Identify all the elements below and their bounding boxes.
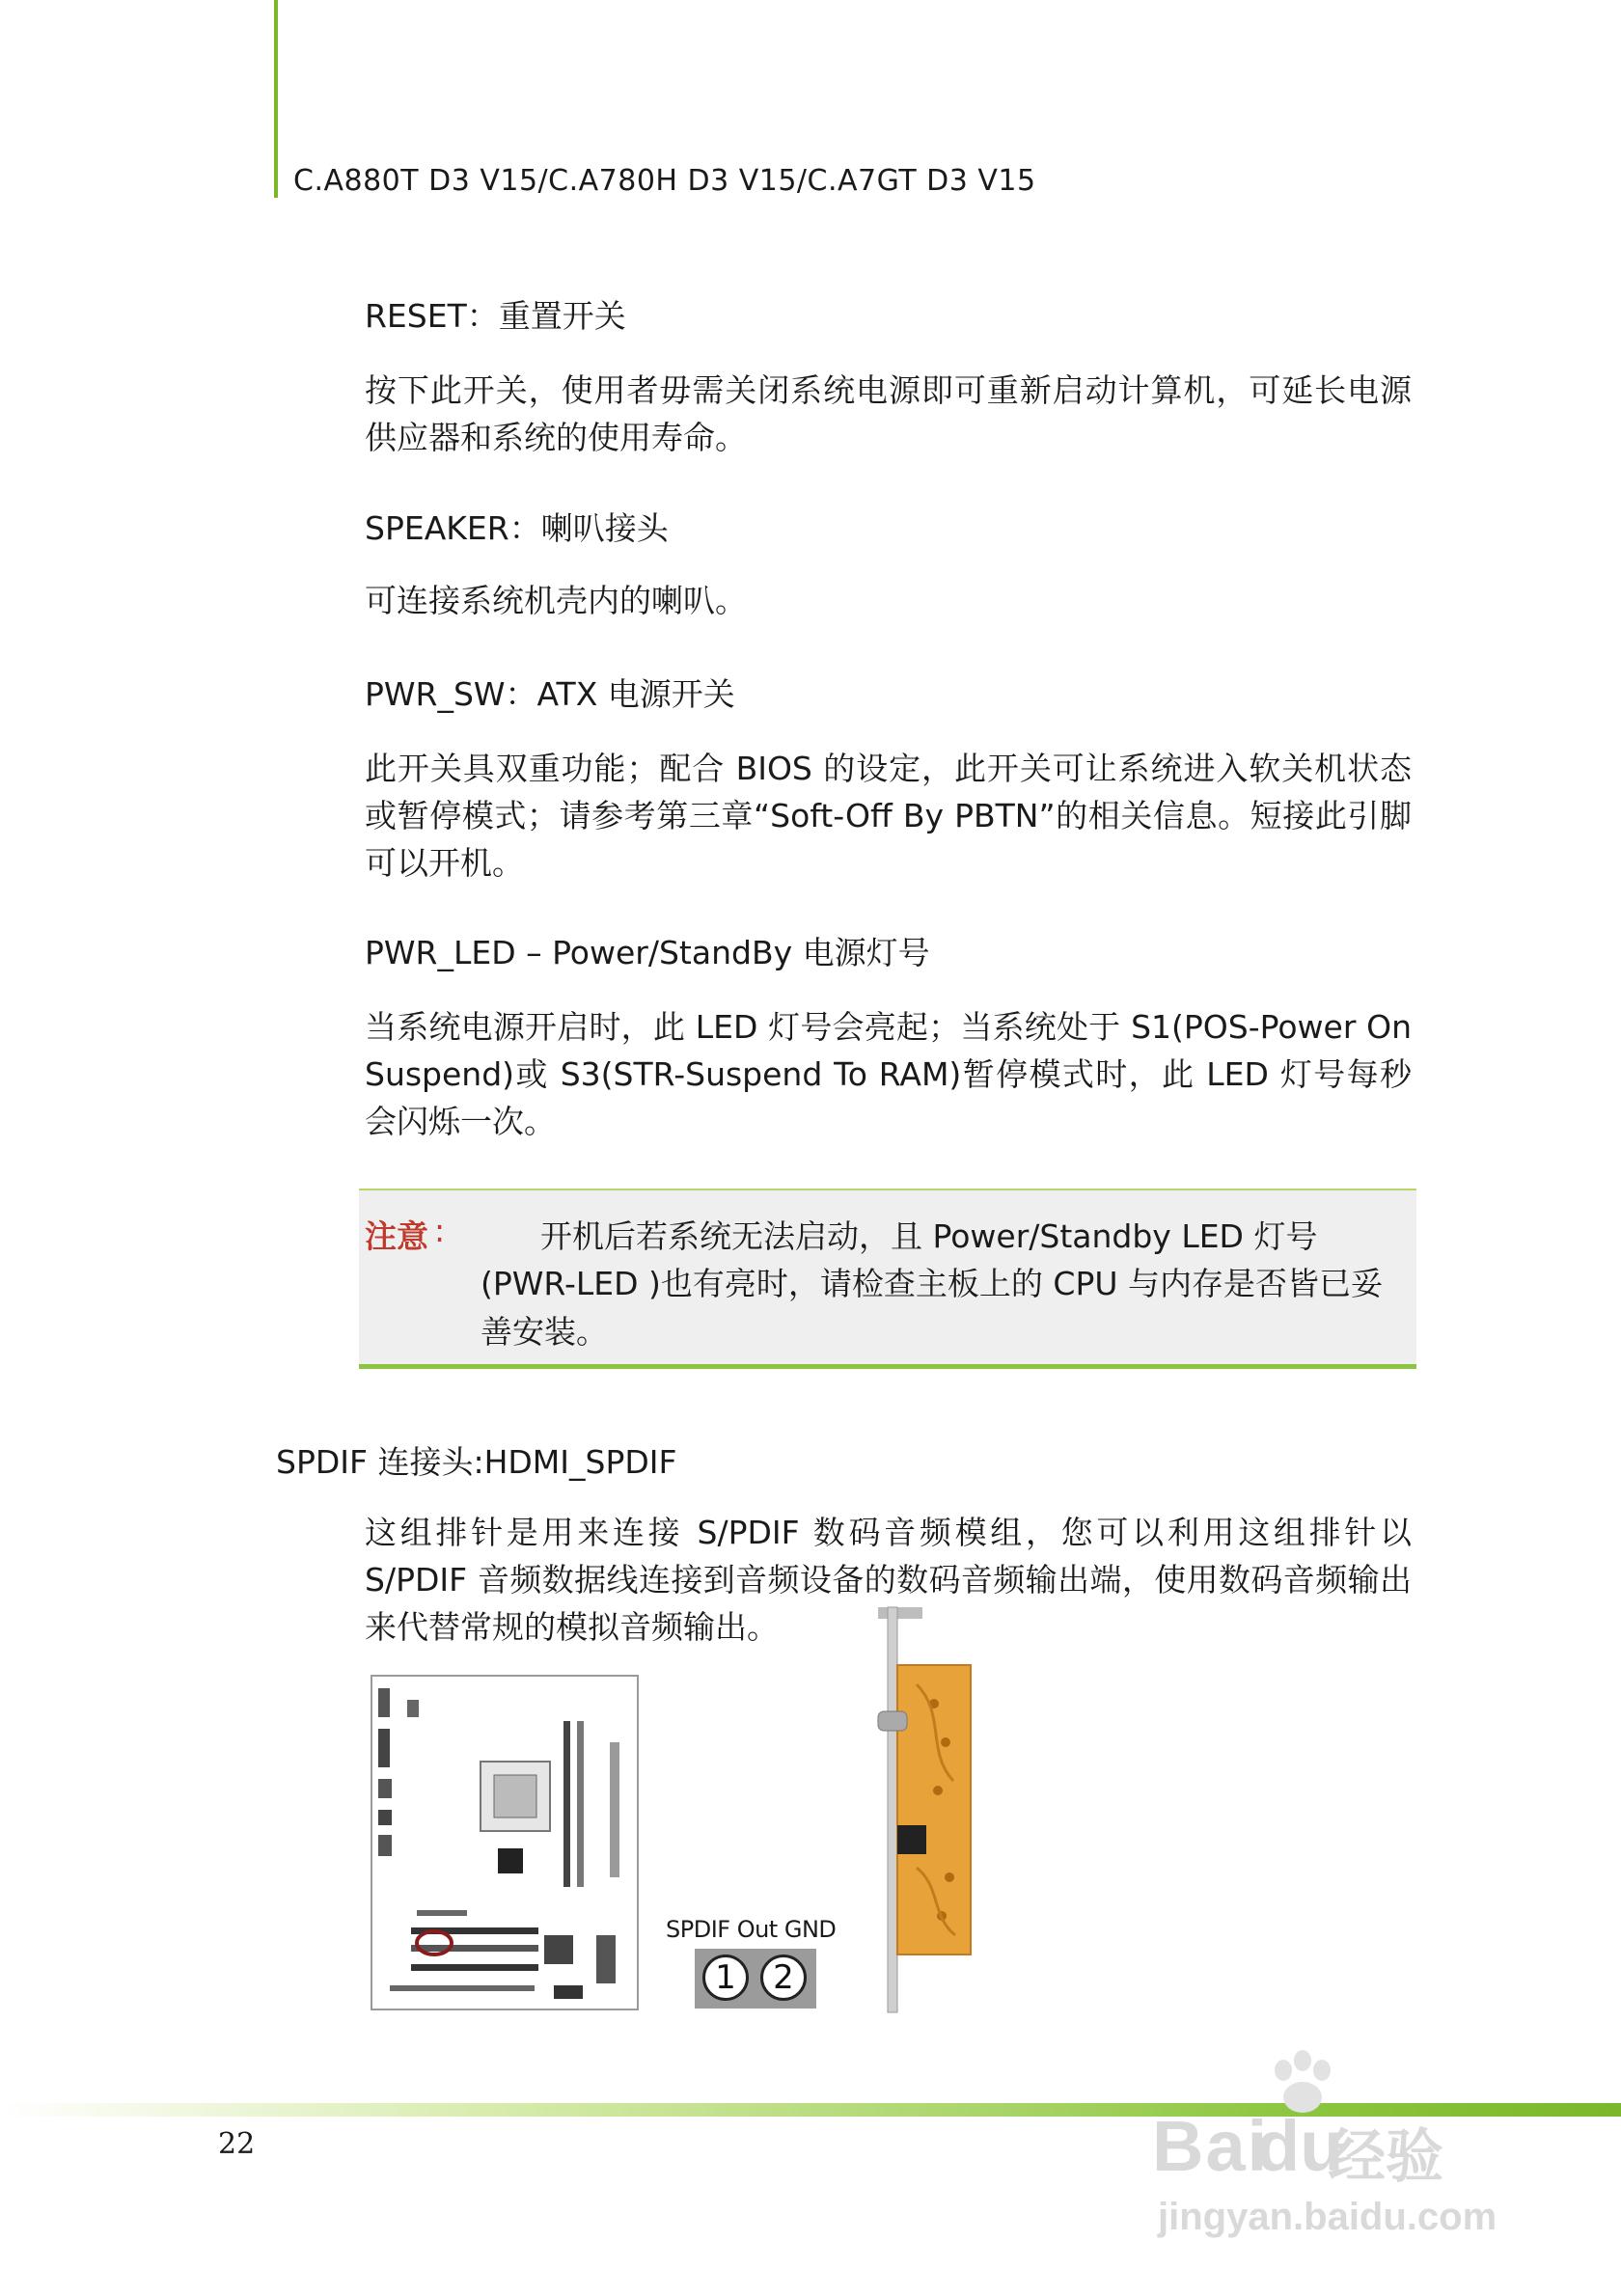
spdif-connector-label: SPDIF Out GND (666, 1916, 837, 1943)
spdif-bracket-module (849, 1598, 1003, 2022)
pwr-sw-section (365, 671, 1412, 887)
header-accent-bar (274, 0, 278, 198)
spdif-body: 这组排针是用来连接 S/PDIF 数码音频模组，您可以利用这组排针以S/PDIF 音频数据线连接到音频设备的数码音频输出端，使用数码音频输出来代替常规的模拟音频输出。 (365, 1514, 1412, 1646)
pin-1: 1 (702, 1954, 749, 2001)
baidu-watermark (1148, 2045, 1534, 2257)
pwr-led-section (365, 930, 1412, 1145)
reset-section (365, 293, 1412, 461)
spdif-connector (695, 1949, 816, 2009)
pwr-sw-heading: PWR_SW：ATX 电源开关 (365, 675, 735, 713)
watermark-url: jingyan.baidu.com (1158, 2196, 1497, 2238)
note-text-line1: 开机后若系统无法启动，且 Power/Standby LED 灯号 (540, 1217, 1318, 1255)
speaker-heading: SPEAKER：喇叭接头 (365, 509, 669, 547)
reset-body: 按下此开关，使用者毋需关闭系统电源即可重新启动计算机，可延长电源供应器和系统的使用寿命。 (365, 371, 1412, 456)
watermark-brand-du: du (1256, 2106, 1344, 2186)
speaker-section (365, 506, 1412, 624)
pwr-sw-body: 此开关具双重功能；配合 BIOS 的设定，此开关可让系统进入软关机状态或暂停模式；请参考第三章“Soft-Off By PBTN”的相关信息。短接此引脚可以开机。 (365, 750, 1412, 882)
reset-heading: RESET：重置开关 (365, 297, 626, 335)
spdif-heading: SPDIF 连接头:HDMI_SPDIF (276, 1443, 677, 1481)
watermark-jingyan: 经验 (1328, 2124, 1443, 2189)
pin-2: 2 (760, 1954, 807, 2001)
watermark-brand: Bai (1152, 2106, 1270, 2186)
page-number: 22 (218, 2127, 256, 2161)
note-box (359, 1189, 1416, 1369)
motherboard-diagram (371, 1675, 641, 2012)
pwr-led-body: 当系统电源开启时，此 LED 灯号会亮起；当系统处于 S1(POS-Power On Suspend)或 S3(STR-Suspend To RAM)暂停模式时，此 LED 灯号每秒会闪烁一次。 (365, 1008, 1412, 1140)
note-colon: : (434, 1212, 446, 1249)
note-label: 注意 (365, 1217, 428, 1255)
speaker-body: 可连接系统机壳内的喇叭。 (365, 582, 747, 619)
pwr-led-heading: PWR_LED – Power/StandBy 电源灯号 (365, 934, 930, 971)
note-text-rest: (PWR-LED )也有亮时，请检查主板上的 CPU 与内存是否皆已妥善安装。 (481, 1265, 1383, 1351)
running-header: C.A880T D3 V15/C.A780H D3 V15/C.A7GT D3 V15 (293, 164, 1036, 198)
